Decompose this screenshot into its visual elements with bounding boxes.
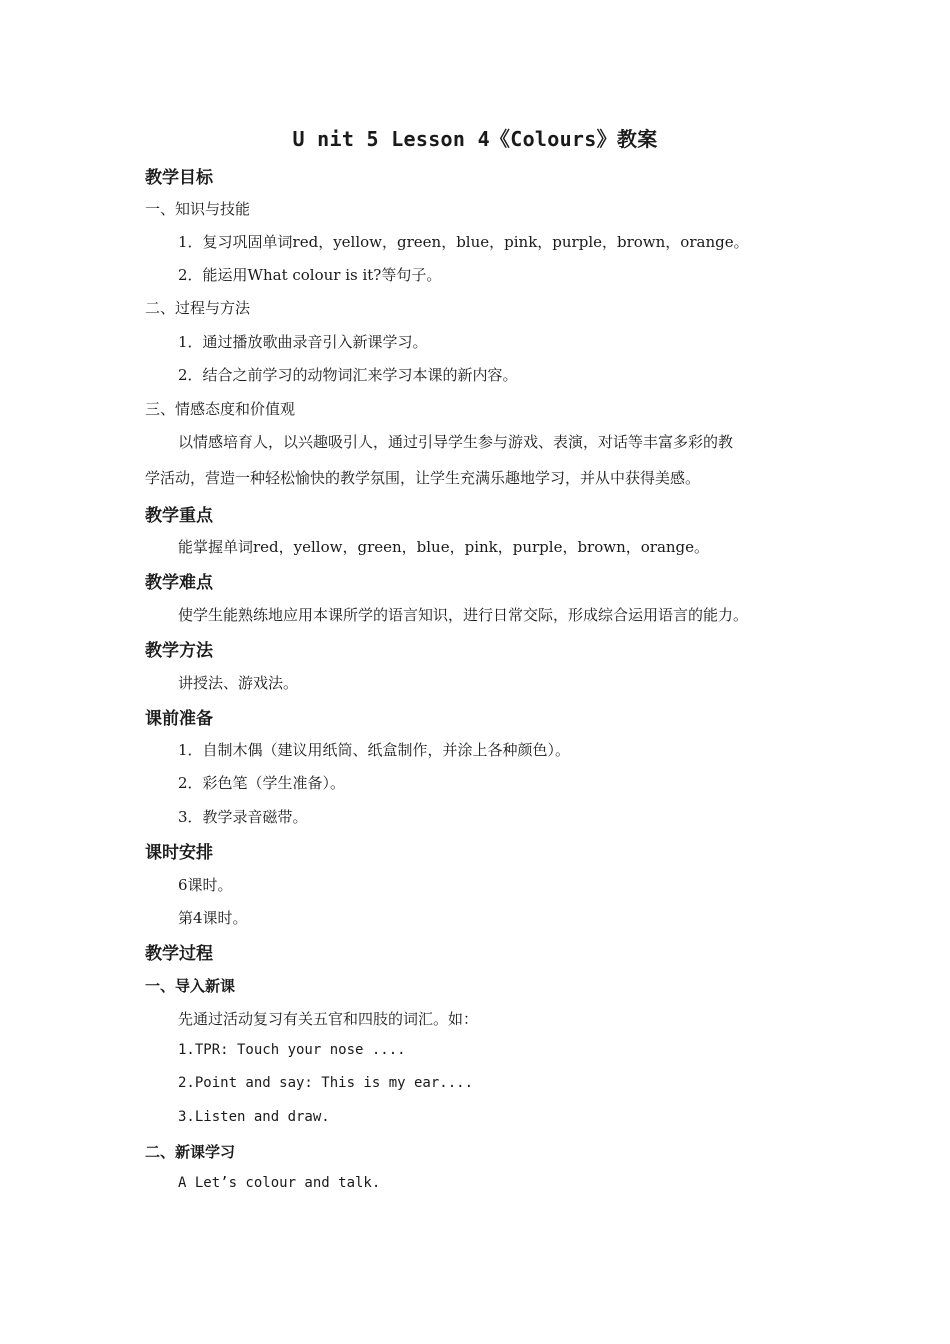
difficult-text: 使学生能熟练地应用本课所学的语言知识，进行日常交际，形成综合运用语言的能力。 [178,606,749,624]
schedule-text-2: 第4课时。 [178,909,248,927]
prep-item-1: 1．自制木偶（建议用纸筒、纸盒制作，并涂上各种颜色）。 [178,741,571,759]
goals-paragraph-line-2: 学活动，营造一种轻松愉快的教学氛围，让学生充满乐趣地学习，并从中获得美感。 [145,469,701,487]
goals-section-3: 三、情感态度和价值观 [145,400,296,418]
goals-paragraph-line-1: 以情感培育人，以兴趣吸引人，通过引导学生参与游戏、表演，对话等丰富多彩的教 [178,433,734,451]
schedule-text-1: 6课时。 [178,876,233,894]
goals-item-2-1: 1．通过播放歌曲录音引入新课学习。 [178,333,428,351]
prep-item-2: 2．彩色笔（学生准备）。 [178,774,346,792]
goals-section-1: 一、知识与技能 [145,200,251,218]
process-item-1: 1.TPR: Touch your nose .... [178,1042,406,1058]
goals-section-2: 二、过程与方法 [145,299,251,317]
process-part-a: A Let’s colour and talk. [178,1175,381,1191]
schedule-heading: 课时安排 [145,843,213,863]
difficult-heading: 教学难点 [145,573,213,593]
goals-item-2-2: 2．结合之前学习的动物词汇来学习本课的新内容。 [178,366,518,384]
method-heading: 教学方法 [145,641,213,661]
method-text: 讲授法、游戏法。 [178,674,299,692]
goals-item-1-1: 1．复习巩固单词red，yellow，green，blue，pink，purple，brown，orange。 [178,233,749,251]
process-section-1: 一、导入新课 [145,977,236,995]
document-title: U nit 5 Lesson 4《Colours》教案 [292,127,658,151]
process-item-2: 2.Point and say: This is my ear.... [178,1075,474,1091]
process-item-3: 3.Listen and draw. [178,1109,330,1125]
goals-heading: 教学目标 [145,168,213,188]
prep-item-3: 3．教学录音磁带。 [178,808,308,826]
key-text: 能掌握单词red，yellow，green，blue，pink，purple，brown，orange。 [178,538,710,556]
goals-item-1-2: 2．能运用What colour is it?等句子。 [178,266,442,284]
process-heading: 教学过程 [145,944,213,964]
prep-heading: 课前准备 [145,709,213,729]
process-section-2: 二、新课学习 [145,1143,236,1161]
process-intro: 先通过活动复习有关五官和四肢的词汇。如： [178,1010,479,1028]
key-heading: 教学重点 [145,506,213,526]
